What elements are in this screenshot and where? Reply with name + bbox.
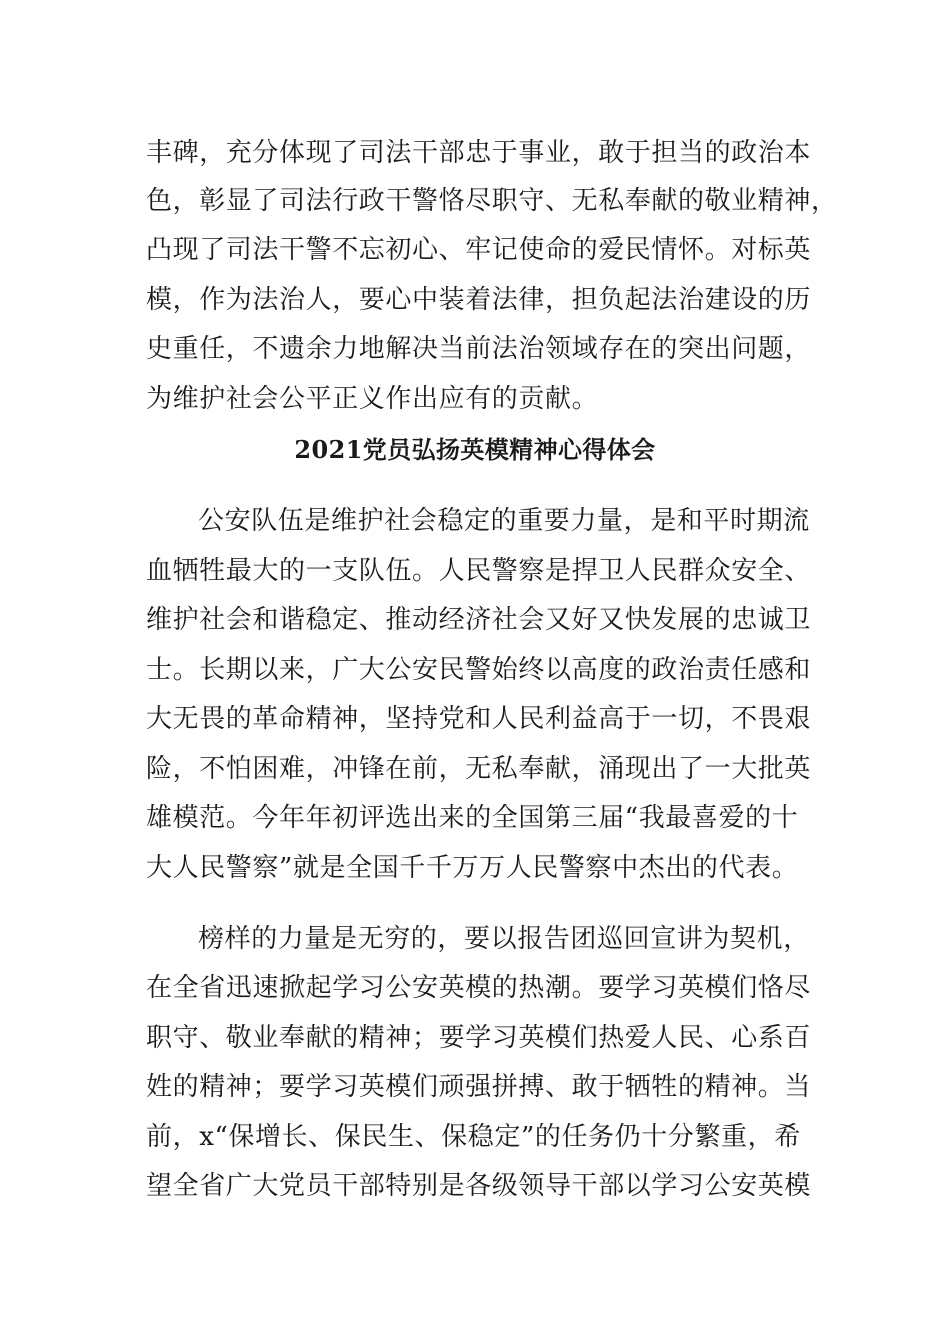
text-line: 史重任，不遗余力地解决当前法治领域存在的突出问题， (146, 334, 812, 364)
text-line: 大无畏的革命精神，坚持党和人民利益高于一切，不畏艰 (146, 704, 812, 734)
text-line: 维护社会和谐稳定、推动经济社会又好又快发展的忠诚卫 (146, 605, 812, 635)
text-line: 模，作为法治人，要心中装着法律，担负起法治建设的历 (146, 285, 812, 315)
text-line: 险，不怕困难，冲锋在前，无私奉献，涌现出了一大批英 (146, 754, 812, 784)
text-line: 大人民警察”就是全国千千万万人民警察中杰出的代表。 (146, 853, 799, 883)
text-line: 职守、敬业奉献的精神；要学习英模们热爱人民、心系百 (146, 1023, 812, 1053)
text-line: 色，彰显了司法行政干警恪尽职守、无私奉献的敬业精神， (146, 186, 838, 216)
text-line: 姓的精神；要学习英模们顽强拼搏、敢于牺牲的精神。当 (146, 1072, 812, 1102)
text-line: 丰碑，充分体现了司法干部忠于事业，敢于担当的政治本 (146, 138, 812, 168)
text-line: 在全省迅速掀起学习公安英模的热潮。要学习英模们恪尽 (146, 973, 812, 1003)
text-line: 士。长期以来，广大公安民警始终以高度的政治责任感和 (146, 655, 812, 685)
text-line: 望全省广大党员干部特别是各级领导干部以学习公安英模 (146, 1171, 812, 1201)
text-line: 公安队伍是维护社会稳定的重要力量，是和平时期流 (198, 506, 810, 536)
text-line: 凸现了司法干警不忘初心、牢记使命的爱民情怀。对标英 (146, 235, 812, 265)
text-line: 雄模范。今年年初评选出来的全国第三届“我最喜爱的十 (146, 803, 799, 833)
section-title: 2021党员弘扬英模精神心得体会 (294, 435, 656, 464)
text-line: 为维护社会公平正义作出应有的贡献。 (146, 384, 599, 414)
text-line: 榜样的力量是无穷的，要以报告团巡回宣讲为契机， (198, 924, 810, 954)
text-line: 血牺牲最大的一支队伍。人民警察是捍卫人民群众安全、 (146, 556, 812, 586)
text-line: 前，x“保增长、保民生、保稳定”的任务仍十分繁重，希 (146, 1122, 801, 1152)
